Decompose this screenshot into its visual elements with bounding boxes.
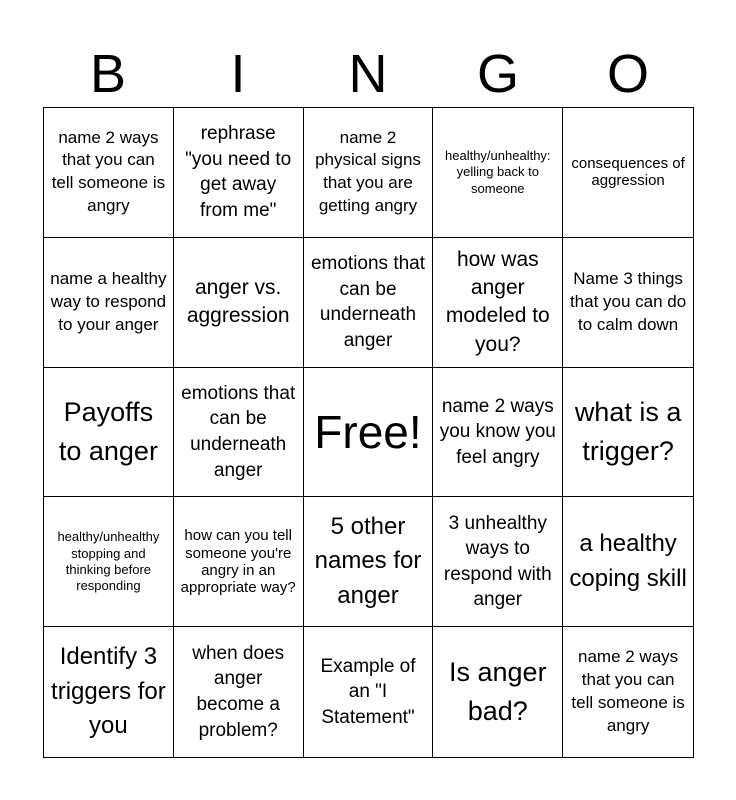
cell-text: name a healthy way to respond to your anger — [50, 268, 167, 334]
header-letter-b: B — [89, 44, 127, 104]
header-letter-i: I — [230, 44, 246, 104]
bingo-cell-r5c4[interactable] — [433, 627, 563, 757]
cell-text: what is a trigger? — [574, 396, 682, 466]
cell-text: name 2 ways that you can tell someone is angry — [51, 127, 166, 216]
cell-text: how was anger modeled to you? — [445, 247, 550, 356]
bingo-cell-r1c2[interactable] — [174, 108, 304, 238]
cell-text: name 2 physical signs that you are getting angry — [315, 127, 421, 216]
bingo-cell-r1c4[interactable] — [433, 108, 563, 238]
header-letter-g: G — [476, 44, 519, 104]
bingo-cell-r5c5[interactable] — [563, 627, 693, 757]
bingo-cell-r3c1[interactable] — [44, 368, 174, 498]
cell-text: 3 unhealthy ways to respond with anger — [443, 512, 552, 611]
cell-text: when does anger become a problem? — [192, 642, 285, 741]
bingo-cell-r4c5[interactable] — [563, 497, 693, 627]
bingo-cell-r3c2[interactable] — [174, 368, 304, 498]
bingo-cell-free[interactable] — [304, 368, 434, 498]
bingo-cell-r2c2[interactable] — [174, 238, 304, 368]
cell-text: healthy/unhealthy: yelling back to someone — [445, 148, 551, 196]
cell-text: Is anger bad? — [449, 656, 547, 727]
cell-text: name 2 ways that you can tell someone is angry — [571, 647, 685, 736]
cell-text: consequences of aggression — [571, 155, 685, 190]
bingo-cell-r4c2[interactable] — [174, 497, 304, 627]
cell-text: name 2 ways you know you feel angry — [439, 395, 556, 468]
cell-text: rephrase "you need to get away from me" — [185, 123, 292, 222]
cell-text: emotions that can be underneath anger — [310, 252, 426, 351]
cell-text: how can you tell someone you're angry in an appropriate way? — [180, 527, 296, 597]
bingo-board — [43, 107, 694, 758]
cell-text: anger vs. aggression — [186, 275, 290, 328]
cell-text: emotions that can be underneath anger — [181, 382, 296, 481]
cell-text: Payoffs to anger — [58, 396, 158, 466]
bingo-cell-r2c4[interactable] — [433, 238, 563, 368]
bingo-cell-r2c5[interactable] — [563, 238, 693, 368]
cell-text: healthy/unhealthy stopping and thinking before responding — [57, 529, 160, 594]
header-letter-n: N — [348, 44, 388, 104]
cell-text: Identify 3 triggers for you — [51, 642, 166, 740]
bingo-cell-r2c1[interactable] — [44, 238, 174, 368]
bingo-cell-r3c5[interactable] — [563, 368, 693, 498]
bingo-cell-r1c3[interactable] — [304, 108, 434, 238]
bingo-cell-r3c4[interactable] — [433, 368, 563, 498]
bingo-header — [43, 40, 693, 108]
bingo-cell-r4c4[interactable] — [433, 497, 563, 627]
bingo-cell-r2c3[interactable] — [304, 238, 434, 368]
bingo-cell-r4c3[interactable] — [304, 497, 434, 627]
bingo-cell-r5c1[interactable] — [44, 627, 174, 757]
cell-text: Name 3 things that you can do to calm down — [569, 268, 687, 334]
bingo-cell-r4c1[interactable] — [44, 497, 174, 627]
bingo-cell-r1c5[interactable] — [563, 108, 693, 238]
cell-text: Example of an "I Statement" — [320, 655, 416, 728]
bingo-cell-r5c3[interactable] — [304, 627, 434, 757]
header-letter-o: O — [606, 44, 649, 104]
cell-text: 5 other names for anger — [314, 512, 422, 610]
cell-text: Free! — [314, 405, 422, 458]
bingo-cell-r1c1[interactable] — [44, 108, 174, 238]
cell-text: a healthy coping skill — [569, 529, 687, 592]
bingo-cell-r5c2[interactable] — [174, 627, 304, 757]
